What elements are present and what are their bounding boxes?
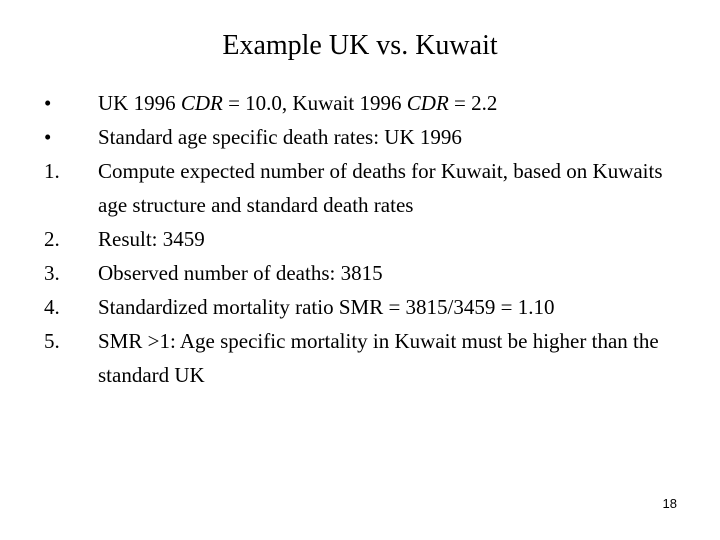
bullet-marker: •: [44, 91, 52, 115]
bullet-marker: •: [44, 125, 52, 149]
list-item-text: Compute expected number of deaths for Kuwait, based on Kuwaits age structure and standard death rates: [98, 159, 663, 217]
step-number: 4.: [44, 295, 60, 319]
list-item-text: Standard age specific death rates: UK 1996: [98, 125, 462, 149]
page-number: 18: [662, 496, 677, 511]
list-item-text: Result: 3459: [98, 227, 205, 251]
list-item-step-2: [44, 222, 684, 256]
slide-title: Example UK vs. Kuwait: [222, 30, 498, 61]
step-number: 1.: [44, 159, 60, 183]
list-item-text: Standardized mortality ratio SMR = 3815/3459 = 1.10: [98, 295, 555, 319]
cdr-text-kuwait-value: = 2.2: [448, 91, 498, 115]
cdr-text-middle: = 10.0, Kuwait 1996: [222, 91, 407, 115]
list-item-step-1: [44, 154, 684, 222]
list-item-step-5: [44, 324, 684, 392]
step-number: 2.: [44, 227, 60, 251]
list-item-step-3: [44, 256, 684, 290]
step-number: 3.: [44, 261, 60, 285]
list-item-cdr: [44, 86, 684, 120]
list-item-text: SMR >1: Age specific mortality in Kuwait must be higher than the standard UK: [98, 329, 659, 387]
list-item-text: Observed number of deaths: 3815: [98, 261, 383, 285]
list-item-standard-rates: [44, 120, 684, 154]
cdr-text-uk-prefix: UK 1996: [98, 91, 181, 115]
list-item-text: [98, 86, 668, 120]
slide-content-list: [44, 86, 684, 392]
cdr-abbrev-uk: CDR: [180, 91, 223, 115]
list-item-step-4: [44, 290, 684, 324]
step-number: 5.: [44, 329, 60, 353]
cdr-abbrev-kuwait: CDR: [406, 91, 449, 115]
